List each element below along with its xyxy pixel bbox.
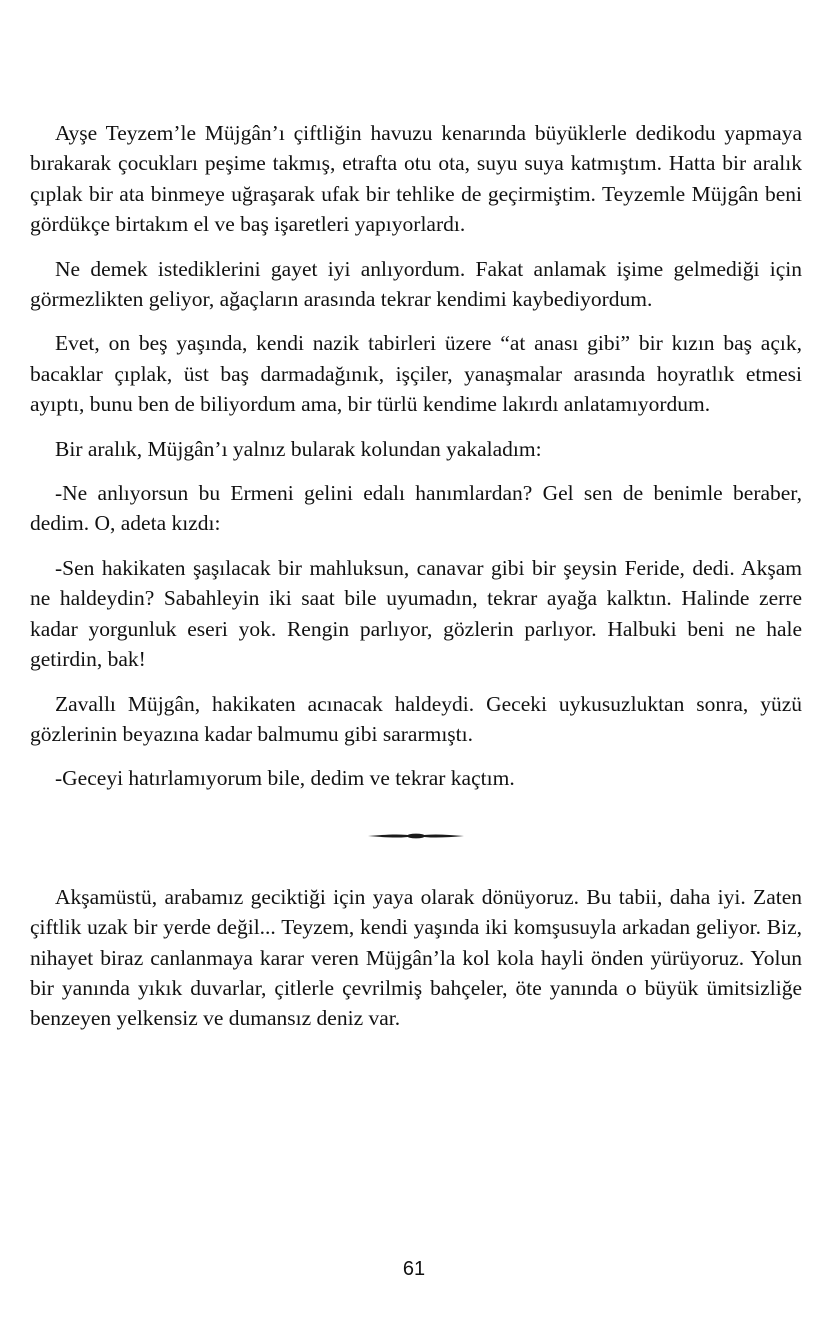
- paragraph: Bir aralık, Müjgân’ı yalnız bularak kolundan yakaladım:: [55, 436, 542, 461]
- section-divider: [30, 808, 802, 868]
- book-page: [30, 118, 802, 1048]
- paragraph: Ne demek istediklerini gayet iyi anlıyordum. Fakat anlamak işime gelmediği için görmezlikten geliyor, ağaçların arasında tekrar kendimi kaybediyordum.: [30, 256, 802, 312]
- paragraph: Evet, on beş yaşında, kendi nazik tabirleri üzere “at anası gibi” bir kızın baş açık, bacaklar çıplak, üst baş darmadağınık, işçiler, yanaşmalar arasında hoyratlık etmesi ayıptı, bunu ben de biliyordum ama, bir türlü kendime lakırdı anlatamıyordum.: [30, 331, 802, 417]
- paragraph: Akşamüstü, arabamız geciktiği için yaya olarak dönüyoruz. Bu tabii, daha iyi. Zaten çiftlik uzak bir yerde değil... Teyzem, kendi yaşında iki komşusuyla arkadan geliyor. Biz, nihayet biraz canlanmaya karar veren Müjgân’la kol kola hayli önden yürüyoruz. Yolun bir yanında yıkık duvarlar, çitlerle çevrilmiş bahçeler, öte yanında o büyük ümitsizliğe benzeyen yelkensiz ve dumansız deniz var.: [30, 884, 802, 1031]
- paragraph: Zavallı Müjgân, hakikaten acınacak haldeydi. Geceki uykusuzluktan sonra, yüzü gözlerinin beyazına kadar balmumu gibi sararmıştı.: [30, 691, 802, 746]
- paragraph: -Geceyi hatırlamıyorum bile, dedim ve tekrar kaçtım.: [55, 766, 515, 791]
- paragraph: -Ne anlıyorsun bu Ermeni gelini edalı hanımlardan? Gel sen de benimle beraber, dedim. O, adeta kızdı:: [30, 481, 802, 536]
- page-number: 61: [402, 1258, 426, 1280]
- section-divider-ornament-icon: [366, 830, 466, 842]
- paragraph: Ayşe Teyzem’le Müjgân’ı çiftliğin havuzu kenarında büyüklerle dedikodu yapmaya bırakarak çocukları peşime takmış, etrafta otu ota, suyu suya katmıştım. Hatta bir aralık çıplak bir ata binmeye uğraşarak ufak bir tehlike de geçirmiştim. Teyzemle Müjgân beni gördükçe birtakım el ve baş işaretleri yapıyorlardı.: [30, 121, 802, 237]
- paragraph: -Sen hakikaten şaşılacak bir mahluksun, canavar gibi bir şeysin Feride, dedi. Akşam ne haldeydin? Sabahleyin iki saat bile uyumadın, tekrar ayağa kalktın. Halinde zerre kadar yorgunluk eseri yok. Rengin parlıyor, gözlerin parlıyor. Halbuki beni ne hale getirdin, bak!: [30, 555, 802, 672]
